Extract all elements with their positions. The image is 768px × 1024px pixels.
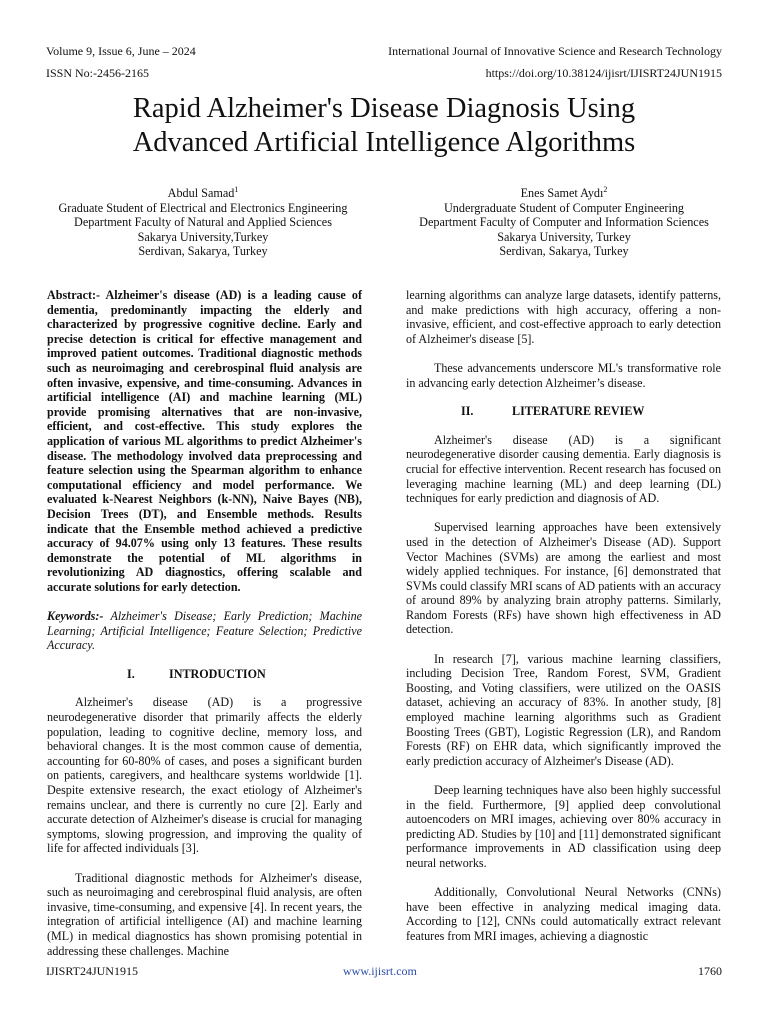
doi-link[interactable]: https://doi.org/10.38124/ijisrt/IJISRT24JUN1915 [485, 66, 722, 80]
paragraph: Traditional diagnostic methods for Alzheimer's disease, such as neuroimaging and cerebrospinal fluid analysis, are often invasive, time-consuming, and expensive [4]. In recent years, the integration of artificial intelligence (AI) and machine learning (ML) in medical diagnostics has shown promising potential in addressing these challenges. Machine [47, 870, 363, 958]
author-affiliation-line: Sakarya University,Turkey [137, 229, 269, 244]
left-column [47, 288, 362, 958]
section-heading-introduction [47, 667, 362, 682]
title-line-1: Rapid Alzheimer's Disease Diagnosis Using [132, 93, 636, 124]
author-affiliation-mark: 1 [234, 184, 239, 194]
section-number: II. [461, 404, 474, 419]
page-number: 1760 [698, 964, 722, 978]
footer-paper-id: IJISRT24JUN1915 [46, 964, 138, 978]
section-heading-literature-review [406, 404, 721, 419]
keywords-label: Keywords:- [47, 609, 104, 624]
abstract: Abstract:- Alzheimer's disease (AD) is a leading cause of dementia, predominantly impacting the elderly and characterized by progressive cognitive decline. Early and precise detection is critical for effective management and improved patient outcomes. Traditional diagnostic methods such as neuroimaging and cerebrospinal fluid analysis are often invasive, expensive, and time-consuming. Advances in artificial intelligence (AI) and machine learning (ML) provide promising alternatives that are non-invasive, efficient, and cost-effective. This study explores the application of various ML algorithms to predict Alzheimer's disease. The methodology involved data preprocessing and feature selection using the Spearman algorithm to enhance computational efficiency and model performance. We evaluated k-Nearest Neighbors (k-NN), Naive Bayes (NB), Decision Trees (DT), and Ensemble methods. Results indicate that the Ensemble method achieved a predictive accuracy of 94.07% using only 13 features. These results demonstrate the potential of ML algorithms in revolutionizing AD diagnostics, offering scalable and accurate solutions for early detection. [47, 288, 362, 594]
journal-name: International Journal of Innovative Science and Research Technology [388, 44, 722, 58]
author-name: Abdul Samad [167, 186, 235, 200]
author-affiliation-line: Department Faculty of Computer and Information Sciences [419, 215, 709, 230]
paragraph: In research [7], various machine learning classifiers, including Decision Tree, Random Forest, SVM, Gradient Boosting, and Voting classifiers, were utilized on the OASIS dataset, achieving an accuracy of 83%. In another study, [8] employed machine learning algorithms such as Gradient Boosting Trees (GBT), Logistic Regression (LR), and Random Forests (RF) on EHR data, which significantly improved the early prediction accuracy of Alzheimer's Disease (AD). [406, 651, 721, 768]
section-number: I. [127, 666, 135, 681]
author-affiliation-line: Serdivan, Sakarya, Turkey [138, 244, 268, 259]
author-affiliation-line: Department Faculty of Natural and Applied Sciences [74, 215, 332, 230]
paragraph: Alzheimer's disease (AD) is a progressive neurodegenerative disorder that primarily affects the elderly population, leading to cognitive decline, memory loss, and behavioral changes. It is the most common cause of dementia, accounting for 60-80% of cases, and poses a significant burden on patients, caregivers, and healthcare systems worldwide [1]. Despite extensive research, the exact etiology of Alzheimer's remains unclear, and there is currently no cure [2]. Early and accurate detection of Alzheimer's disease is crucial for managing symptoms, slowing progression, and improving the quality of life for affected individuals [3]. [47, 695, 362, 856]
paragraph: Additionally, Convolutional Neural Networks (CNNs) have been effective in analyzing medical imaging data. According to [12], CNNs could automatically extract relevant features from MRI images, achieving a diagnostic [406, 885, 721, 943]
author-affiliation-line: Sakarya University, Turkey [497, 229, 631, 244]
paragraph: These advancements underscore ML's transformative role in advancing early detection Alzheimer’s disease. [406, 360, 721, 390]
title-line-2: Advanced Artificial Intelligence Algorithms [132, 127, 636, 158]
author-block-2 [394, 186, 734, 259]
paragraph: Alzheimer's disease (AD) is a significant neurodegenerative disorder causing dementia. Early diagnosis is crucial for effective intervention. Recent research has focused on leveraging machine learning (ML) and deep learning (DL) techniques for early prediction and diagnosis of AD. [406, 432, 721, 506]
paragraph: Supervised learning approaches have been extensively used in the detection of Alzheimer's Disease (AD). Support Vector Machines (SVMs) are among the earliest and most widely applied techniques. For instance, [6] demonstrated that SVMs could classify MRI scans of AD patients with an accuracy of around 89% by analyzing brain atrophy patterns. Similarly, Random Forests (RFs) have shown high effectiveness in AD detection. [406, 520, 721, 637]
paragraph: Deep learning techniques have also been highly successful in the field. Furthermore, [9] applied deep convolutional autoencoders on MRI images, achieving over 80% accuracy in predicting AD. Studies by [10] and [11] demonstrated significant performance improvements in AD classification using deep neural networks. [406, 783, 721, 870]
author-affiliation-mark: 2 [603, 184, 608, 194]
keywords-text: Alzheimer's Disease; Early Prediction; Machine Learning; Artificial Intelligence; Feature Selection; Predictive Accuracy. [47, 609, 362, 653]
author-name: Enes Samet Aydı [520, 186, 604, 200]
section-title: LITERATURE REVIEW [512, 404, 645, 419]
footer-site-link[interactable]: www.ijisrt.com [343, 964, 417, 978]
paper-title [40, 92, 728, 160]
author-affiliation-line: Serdivan, Sakarya, Turkey [499, 244, 629, 259]
volume-info: Volume 9, Issue 6, June – 2024 [46, 44, 196, 58]
right-column [406, 288, 721, 944]
author-affiliation-line: Undergraduate Student of Computer Engineering [443, 200, 685, 215]
keywords [47, 609, 362, 653]
paragraph: learning algorithms can analyze large datasets, identify patterns, and make predictions with high accuracy, offering a non-invasive, efficient, and cost-effective approach to early detection of Alzheimer's disease [5]. [406, 288, 721, 346]
issn: ISSN No:-2456-2165 [46, 66, 150, 80]
section-title: INTRODUCTION [169, 666, 266, 681]
author-block-1 [33, 186, 373, 259]
author-affiliation-line: Graduate Student of Electrical and Electronics Engineering [58, 200, 348, 215]
